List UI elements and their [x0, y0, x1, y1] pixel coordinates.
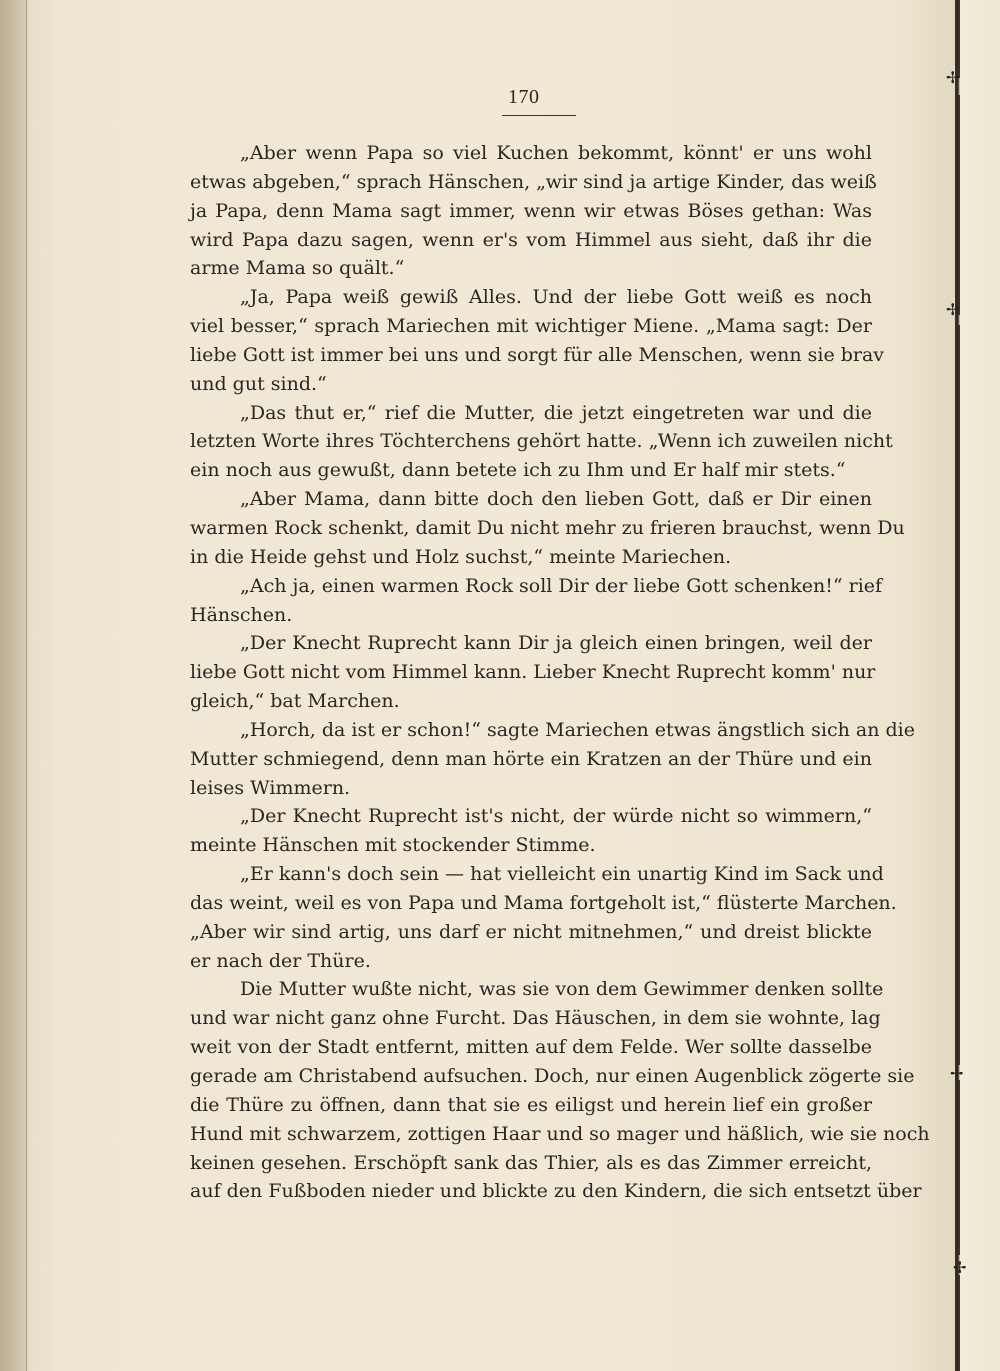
text-line: weit von der Stadt entfernt, mitten auf dem Felde. Wer sollte dasselbe — [190, 1036, 872, 1059]
body-text — [190, 139, 930, 1206]
text-line: „Der Knecht Ruprecht ist's nicht, der würde nicht so wimmern,“ — [240, 805, 872, 828]
header-rule — [502, 115, 576, 116]
edge-line — [958, 1275, 960, 1371]
text-line: liebe Gott nicht vom Himmel kann. Lieber Knecht Ruprecht komm' nur — [190, 661, 876, 684]
paragraph — [190, 629, 876, 716]
paragraph — [190, 139, 877, 283]
paragraph — [190, 860, 897, 975]
binding-mark-icon: ✢ — [950, 1064, 964, 1083]
text-line: gleich,“ bat Marchen. — [190, 690, 400, 713]
text-line: „Das thut er,“ rief die Mutter, die jetzt eingetreten war und die — [240, 401, 872, 424]
text-line: arme Mama so quält.“ — [190, 257, 405, 280]
text-line: Die Mutter wußte nicht, was sie von dem Gewimmer denken sollte — [240, 978, 884, 1001]
text-line: „Er kann's doch sein — hat vielleicht ein unartig Kind im Sack und — [240, 863, 884, 886]
text-line: und gut sind.“ — [190, 372, 327, 395]
page-number: 170 — [508, 86, 540, 108]
text-line: leises Wimmern. — [190, 776, 351, 799]
text-line: die Thüre zu öffnen, dann that sie es eiligst und herein lief ein großer — [190, 1093, 872, 1116]
text-line: „Ja, Papa weiß gewiß Alles. Und der liebe Gott weiß es noch — [240, 286, 872, 309]
edge-line — [958, 0, 960, 78]
text-line: letzten Worte ihres Töchterchens gehört hatte. „Wenn ich zuweilen nicht — [190, 430, 893, 453]
edge-line — [958, 1080, 960, 1255]
text-line: „Aber wenn Papa so viel Kuchen bekommt, könnt' er uns wohl — [240, 142, 872, 164]
binding-mark-icon: ✢ — [953, 1258, 967, 1277]
text-line: keinen gesehen. Erschöpft sank das Thier, als es das Zimmer erreicht, — [190, 1151, 872, 1174]
binding-mark-icon: ✢ — [946, 68, 960, 87]
page-header — [490, 86, 580, 109]
text-line: und war nicht ganz ohne Furcht. Das Häuschen, in dem sie wohnte, lag — [190, 1007, 881, 1030]
text-line: „Aber wir sind artig, uns darf er nicht mitnehmen,“ und dreist blickte — [190, 920, 872, 943]
paragraph — [190, 485, 905, 572]
text-line: auf den Fußboden nieder und blickte zu den Kindern, die sich entsetzt über — [190, 1180, 922, 1203]
text-line: „Aber Mama, dann bitte doch den lieben Gott, daß er Dir einen — [240, 488, 872, 511]
text-line: Mutter schmiegend, denn man hörte ein Kratzen an der Thüre und ein — [190, 747, 872, 770]
text-line: in die Heide gehst und Holz suchst,“ meinte Mariechen. — [190, 545, 732, 568]
text-line: „Der Knecht Ruprecht kann Dir ja gleich einen bringen, weil der — [240, 632, 872, 655]
text-line: etwas abgeben,“ sprach Hänschen, „wir sind ja artige Kinder, das weiß — [190, 170, 877, 193]
text-line: meinte Hänschen mit stockender Stimme. — [190, 834, 596, 857]
page-gutter — [0, 0, 27, 1371]
text-line: gerade am Christabend aufsuchen. Doch, nur einen Augenblick zögerte sie — [190, 1065, 915, 1087]
text-line: warmen Rock schenkt, damit Du nicht mehr zu frieren brauchst, wenn Du — [190, 516, 905, 539]
paragraph — [190, 975, 930, 1206]
edge-line — [958, 325, 960, 1065]
text-line: er nach der Thüre. — [190, 949, 371, 972]
text-line: viel besser,“ sprach Mariechen mit wichtiger Miene. „Mama sagt: Der — [190, 315, 872, 338]
text-line: „Horch, da ist er schon!“ sagte Mariechen etwas ängstlich sich an die — [240, 718, 916, 741]
edge-line — [958, 95, 960, 315]
text-line: Hänschen. — [190, 603, 293, 626]
paragraph — [190, 572, 883, 630]
text-line: ein noch aus gewußt, dann betete ich zu Ihm und Er half mir stets.“ — [190, 459, 846, 482]
paragraph — [190, 399, 893, 486]
text-line: „Ach ja, einen warmen Rock soll Dir der liebe Gott schenken!“ rief — [240, 574, 883, 597]
text-line: wird Papa dazu sagen, wenn er's vom Himmel aus sieht, daß ihr die — [190, 228, 872, 251]
text-line: liebe Gott ist immer bei uns und sorgt für alle Menschen, wenn sie brav — [190, 343, 885, 366]
text-line: ja Papa, denn Mama sagt immer, wenn wir etwas Böses gethan: Was — [190, 199, 872, 222]
book-edge — [955, 0, 1000, 1371]
text-line: Hund mit schwarzem, zottigen Haar und so mager und häßlich, wie sie noch — [190, 1122, 930, 1145]
paragraph — [190, 716, 916, 803]
binding-mark-icon: ✢ — [946, 300, 960, 319]
paragraph — [190, 283, 885, 398]
text-line: das weint, weil es von Papa und Mama fortgeholt ist,“ flüsterte Marchen. — [190, 891, 897, 914]
paragraph — [190, 802, 872, 860]
